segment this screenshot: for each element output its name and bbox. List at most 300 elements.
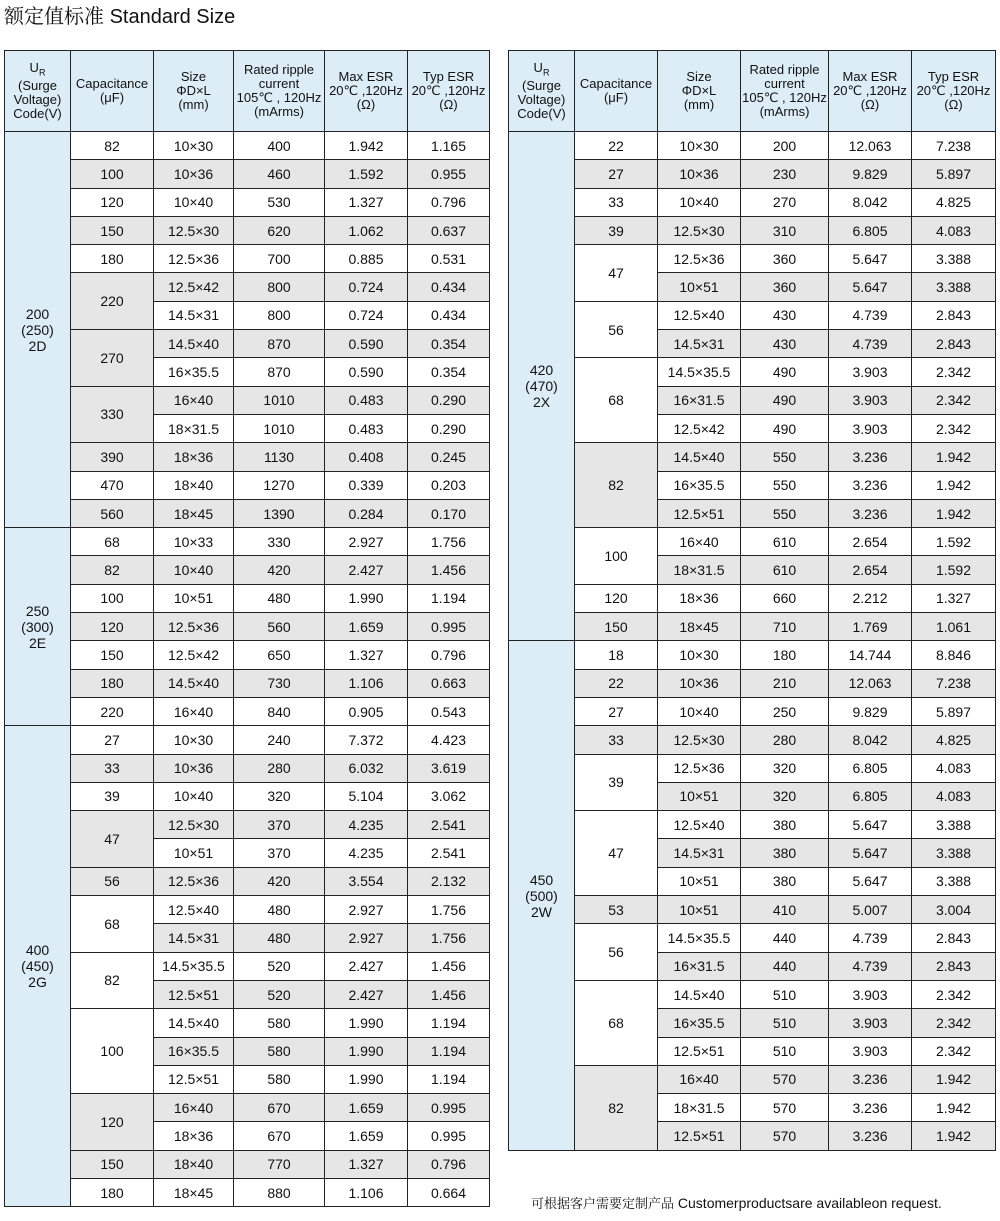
header-ripple-line: Rated ripple [243,62,315,77]
size-cell: 12.5×36 [154,867,234,895]
header-typ-esr-line: (Ω) [944,97,963,112]
table-body [5,132,490,1207]
size-cell: 10×51 [658,896,741,924]
max-esr-cell: 1.592 [325,160,408,188]
ripple-cell: 510 [741,1037,829,1065]
ripple-cell: 320 [741,754,829,782]
ripple-cell: 360 [741,245,829,273]
typ-esr-cell: 4.825 [912,726,996,754]
header-typ-esr [408,51,490,132]
size-cell: 12.5×51 [658,499,741,527]
capacitance-cell: 56 [575,301,658,358]
capacitance-cell: 470 [71,471,154,499]
max-esr-cell: 4.235 [325,839,408,867]
capacitance-cell: 150 [575,613,658,641]
ripple-cell: 210 [741,669,829,697]
ripple-cell: 280 [741,726,829,754]
voltage-line: 2X [532,394,551,411]
typ-esr-cell: 0.203 [408,471,490,499]
voltage-line: 250 [25,602,50,619]
header-size-line: ΦD×L [176,83,211,98]
voltage-line: 400 [25,942,50,959]
size-cell: 18×45 [154,499,234,527]
header-ur: U [29,59,39,75]
capacitance-cell: 27 [575,160,658,188]
table-row [5,245,490,273]
typ-esr-cell: 0.637 [408,216,490,244]
header-row [509,51,996,132]
table-row [5,528,490,556]
table-row [5,811,490,839]
max-esr-cell: 0.885 [325,245,408,273]
typ-esr-cell: 2.541 [408,811,490,839]
typ-esr-cell: 1.456 [408,980,490,1008]
ripple-cell: 620 [234,216,325,244]
typ-esr-cell: 1.592 [912,528,996,556]
size-cell: 10×36 [658,669,741,697]
table-row [5,782,490,810]
header-max-esr-line: 20℃ ,120Hz [833,83,907,98]
capacitance-cell: 390 [71,443,154,471]
capacitance-cell: 120 [71,188,154,216]
table-row [509,754,996,782]
header-size-line: ΦD×L [681,83,717,98]
size-cell: 10×30 [658,132,741,160]
ripple-cell: 420 [234,867,325,895]
ripple-cell: 660 [741,584,829,612]
typ-esr-cell: 1.456 [408,556,490,584]
typ-esr-cell: 3.388 [912,245,996,273]
typ-esr-cell: 5.897 [912,160,996,188]
ripple-cell: 570 [741,1094,829,1122]
table-row [5,584,490,612]
size-cell: 12.5×42 [658,414,741,442]
max-esr-cell: 6.032 [325,754,408,782]
size-cell: 14.5×31 [154,301,234,329]
ripple-cell: 440 [741,952,829,980]
max-esr-cell: 12.063 [829,669,912,697]
ripple-cell: 480 [234,896,325,924]
size-cell: 14.5×31 [658,839,741,867]
ripple-cell: 230 [741,160,829,188]
capacitance-cell: 68 [71,896,154,953]
table-row [5,132,490,160]
max-esr-cell: 12.063 [829,132,912,160]
typ-esr-cell: 0.290 [408,386,490,414]
header-ripple [741,51,829,132]
ripple-cell: 1010 [234,414,325,442]
typ-esr-cell: 3.388 [912,839,996,867]
header-ripple-line: Rated ripple [749,62,820,77]
typ-esr-cell: 1.942 [912,1094,996,1122]
capacitance-cell: 39 [575,216,658,244]
ripple-cell: 310 [741,216,829,244]
ripple-cell: 880 [234,1178,325,1206]
size-cell: 10×36 [154,754,234,782]
size-cell: 18×31.5 [658,1094,741,1122]
max-esr-cell: 2.212 [829,584,912,612]
table-row [5,697,490,725]
typ-esr-cell: 4.083 [912,782,996,810]
typ-esr-cell: 2.843 [912,952,996,980]
capacitance-cell: 120 [71,613,154,641]
table-row [509,160,996,188]
size-cell: 10×36 [658,160,741,188]
size-cell: 16×40 [154,386,234,414]
size-cell: 16×35.5 [658,471,741,499]
capacitance-cell: 220 [71,697,154,725]
table-row [509,528,996,556]
capacitance-cell: 150 [71,641,154,669]
max-esr-cell: 4.235 [325,811,408,839]
size-cell: 14.5×35.5 [154,952,234,980]
size-cell: 10×30 [154,726,234,754]
ripple-cell: 410 [741,896,829,924]
voltage-cell [509,132,575,641]
table-row [5,160,490,188]
table-row [5,1178,490,1206]
size-cell: 12.5×30 [154,216,234,244]
voltage-cell [509,641,575,1150]
header-max-esr [325,51,408,132]
ripple-cell: 580 [234,1009,325,1037]
ripple-cell: 320 [234,782,325,810]
capacitance-cell: 100 [71,1009,154,1094]
capacitance-cell: 27 [575,697,658,725]
size-cell: 16×35.5 [658,1009,741,1037]
max-esr-cell: 0.339 [325,471,408,499]
header-typ-esr-line: Typ ESR [927,69,980,84]
ripple-cell: 270 [741,188,829,216]
max-esr-cell: 1.942 [325,132,408,160]
typ-esr-cell: 3.388 [912,273,996,301]
max-esr-cell: 2.427 [325,556,408,584]
ripple-cell: 1390 [234,499,325,527]
table-row [509,301,996,329]
table-row [509,980,996,1008]
max-esr-cell: 0.483 [325,386,408,414]
typ-esr-cell: 0.245 [408,443,490,471]
max-esr-cell: 1.327 [325,188,408,216]
ripple-cell: 550 [741,499,829,527]
max-esr-cell: 5.647 [829,811,912,839]
ripple-cell: 200 [741,132,829,160]
size-cell: 12.5×42 [154,641,234,669]
voltage-line: 420 [529,362,554,379]
capacitance-cell: 220 [71,273,154,330]
size-cell: 10×40 [154,556,234,584]
table-row [509,726,996,754]
ripple-cell: 580 [234,1037,325,1065]
ripple-cell: 670 [234,1122,325,1150]
table-row [5,1009,490,1037]
max-esr-cell: 5.647 [829,867,912,895]
header-voltage [5,51,71,132]
voltage-line: 2D [28,337,47,354]
typ-esr-cell: 0.955 [408,160,490,188]
ripple-cell: 570 [741,1065,829,1093]
header-capacitance [575,51,658,132]
typ-esr-cell: 7.238 [912,669,996,697]
size-cell: 10×51 [658,782,741,810]
typ-esr-cell: 1.942 [912,499,996,527]
typ-esr-cell: 2.843 [912,330,996,358]
size-cell: 12.5×51 [154,1065,234,1093]
size-cell: 16×31.5 [658,386,741,414]
capacitance-cell: 82 [575,443,658,528]
size-cell: 12.5×42 [154,273,234,301]
ripple-cell: 530 [234,188,325,216]
header-max-esr-line: (Ω) [356,97,376,112]
typ-esr-cell: 2.342 [912,414,996,442]
footer-en: Customerproductsare availableon request. [677,1195,942,1211]
ripple-cell: 370 [234,811,325,839]
size-cell: 14.5×40 [658,443,741,471]
header-ur-sub: R [38,67,46,78]
table-row [5,273,490,301]
typ-esr-cell: 1.456 [408,952,490,980]
typ-esr-cell: 1.061 [912,613,996,641]
ripple-cell: 360 [741,273,829,301]
capacitance-cell: 180 [71,1178,154,1206]
typ-esr-cell: 1.756 [408,528,490,556]
capacitance-cell: 53 [575,896,658,924]
header-voltage [509,51,575,132]
max-esr-cell: 2.927 [325,528,408,556]
max-esr-cell: 2.654 [829,528,912,556]
ripple-cell: 280 [234,754,325,782]
max-esr-cell: 6.805 [829,754,912,782]
ripple-cell: 610 [741,556,829,584]
ripple-cell: 510 [741,1009,829,1037]
capacitance-cell: 18 [575,641,658,669]
capacitance-cell: 82 [71,952,154,1009]
size-cell: 10×40 [658,697,741,725]
ripple-cell: 400 [234,132,325,160]
ripple-cell: 570 [741,1122,829,1150]
typ-esr-cell: 0.170 [408,499,490,527]
header-capacitance [71,51,154,132]
header-typ-esr-line: (Ω) [439,97,458,112]
size-cell: 10×40 [154,782,234,810]
typ-esr-cell: 1.942 [912,1122,996,1150]
size-cell: 10×30 [154,132,234,160]
header-capacitance-line: Capacitance [579,76,653,91]
ripple-cell: 330 [234,528,325,556]
capacitance-cell: 100 [575,528,658,585]
typ-esr-cell: 0.663 [408,669,490,697]
ripple-cell: 240 [234,726,325,754]
size-cell: 12.5×30 [658,216,741,244]
header-voltage-line: (Surge [521,78,562,94]
size-cell: 14.5×31 [154,924,234,952]
capacitance-cell: 68 [575,358,658,443]
header-size [658,51,741,132]
max-esr-cell: 2.927 [325,896,408,924]
max-esr-cell: 5.104 [325,782,408,810]
table-row [5,613,490,641]
ripple-cell: 1270 [234,471,325,499]
capacitance-cell: 100 [71,584,154,612]
size-cell: 12.5×40 [658,301,741,329]
size-cell: 10×51 [658,273,741,301]
ripple-cell: 380 [741,811,829,839]
header-ripple-line: 105℃ , 120Hz [236,90,322,105]
capacitance-cell: 68 [575,980,658,1065]
typ-esr-cell: 1.194 [408,584,490,612]
header-capacitance-line: (μF) [603,90,629,105]
table-row [5,1094,490,1122]
header-typ-esr-line: 20℃ ,120Hz [411,83,486,98]
max-esr-cell: 2.654 [829,556,912,584]
capacitance-cell: 33 [575,726,658,754]
typ-esr-cell: 0.531 [408,245,490,273]
ripple-cell: 1010 [234,386,325,414]
size-cell: 10×40 [154,188,234,216]
ripple-cell: 420 [234,556,325,584]
capacitance-cell: 120 [575,584,658,612]
typ-esr-cell: 1.942 [912,471,996,499]
table-row [5,188,490,216]
max-esr-cell: 4.739 [829,924,912,952]
capacitance-cell: 150 [71,1150,154,1178]
typ-esr-cell: 4.825 [912,188,996,216]
header-max-esr-line: (Ω) [860,97,880,112]
header-voltage-line: Code(V) [517,106,566,122]
ripple-cell: 1130 [234,443,325,471]
max-esr-cell: 1.659 [325,1122,408,1150]
table-row [5,754,490,782]
size-cell: 18×40 [154,1150,234,1178]
ripple-cell: 250 [741,697,829,725]
max-esr-cell: 1.990 [325,1065,408,1093]
max-esr-cell: 3.236 [829,1122,912,1150]
ripple-cell: 560 [234,613,325,641]
voltage-line: (250) [21,321,54,338]
title-cn: 额定值标准 [4,4,104,28]
table-row [5,669,490,697]
ripple-cell: 510 [741,980,829,1008]
header-size-line: Size [686,69,712,84]
size-cell: 12.5×36 [154,613,234,641]
typ-esr-cell: 0.995 [408,613,490,641]
ripple-cell: 380 [741,839,829,867]
capacitance-cell: 56 [71,867,154,895]
max-esr-cell: 1.990 [325,584,408,612]
max-esr-cell: 3.236 [829,1065,912,1093]
capacitance-cell: 47 [71,811,154,868]
size-cell: 18×40 [154,471,234,499]
table-row [5,1150,490,1178]
typ-esr-cell: 0.543 [408,697,490,725]
table-row [509,132,996,160]
voltage-line: (470) [525,378,558,395]
size-cell: 14.5×35.5 [658,924,741,952]
size-cell: 12.5×51 [154,980,234,1008]
typ-esr-cell: 2.541 [408,839,490,867]
capacitance-cell: 22 [575,132,658,160]
header-voltage-line: Voltage) [517,92,566,108]
header-capacitance-line: (μF) [99,90,125,105]
voltage-line: (500) [525,887,558,904]
typ-esr-cell: 0.796 [408,188,490,216]
header-size-line: (mm) [178,97,209,112]
ripple-cell: 380 [741,867,829,895]
size-cell: 10×40 [658,188,741,216]
size-cell: 12.5×30 [154,811,234,839]
size-cell: 12.5×30 [658,726,741,754]
ripple-cell: 430 [741,330,829,358]
header-typ-esr [912,51,996,132]
max-esr-cell: 3.903 [829,414,912,442]
size-cell: 16×40 [658,1065,741,1093]
voltage-cell [5,726,71,1207]
ripple-cell: 370 [234,839,325,867]
voltage-cell [5,528,71,726]
capacitance-cell: 33 [71,754,154,782]
ripple-cell: 730 [234,669,325,697]
voltage-line: 450 [529,871,554,888]
header-ripple-line: (mArms) [254,104,304,119]
typ-esr-cell: 1.756 [408,924,490,952]
table-row [5,330,490,358]
typ-esr-cell: 0.354 [408,358,490,386]
typ-esr-cell: 5.897 [912,697,996,725]
max-esr-cell: 4.739 [829,301,912,329]
table-row [5,443,490,471]
typ-esr-cell: 2.843 [912,924,996,952]
typ-esr-cell: 0.995 [408,1094,490,1122]
capacitance-cell: 27 [71,726,154,754]
table-row [509,613,996,641]
voltage-line: 200 [25,305,50,322]
ripple-cell: 550 [741,443,829,471]
ripple-cell: 520 [234,952,325,980]
typ-esr-cell: 1.194 [408,1009,490,1037]
typ-esr-cell: 1.165 [408,132,490,160]
typ-esr-cell: 7.238 [912,132,996,160]
size-cell: 10×51 [154,839,234,867]
header-ripple-line: 105℃ , 120Hz [742,90,827,105]
header-ripple-line: (mArms) [759,104,810,119]
header-typ-esr-line: 20℃ ,120Hz [916,83,991,98]
typ-esr-cell: 2.342 [912,358,996,386]
ripple-cell: 480 [234,924,325,952]
ripple-cell: 480 [234,584,325,612]
typ-esr-cell: 0.796 [408,1150,490,1178]
table-row [5,726,490,754]
size-cell: 18×36 [658,584,741,612]
table-row [509,358,996,386]
spec-table-left [4,50,490,1207]
typ-esr-cell: 0.354 [408,330,490,358]
size-cell: 18×36 [154,1122,234,1150]
size-cell: 18×45 [154,1178,234,1206]
capacitance-cell: 330 [71,386,154,443]
title-en: Standard Size [109,6,236,28]
max-esr-cell: 6.805 [829,216,912,244]
ripple-cell: 550 [741,471,829,499]
capacitance-cell: 100 [71,160,154,188]
max-esr-cell: 8.042 [829,726,912,754]
max-esr-cell: 1.990 [325,1009,408,1037]
max-esr-cell: 1.769 [829,613,912,641]
size-cell: 18×31.5 [658,556,741,584]
table-row [509,896,996,924]
table-row [5,867,490,895]
size-cell: 12.5×36 [658,245,741,273]
max-esr-cell: 1.327 [325,641,408,669]
